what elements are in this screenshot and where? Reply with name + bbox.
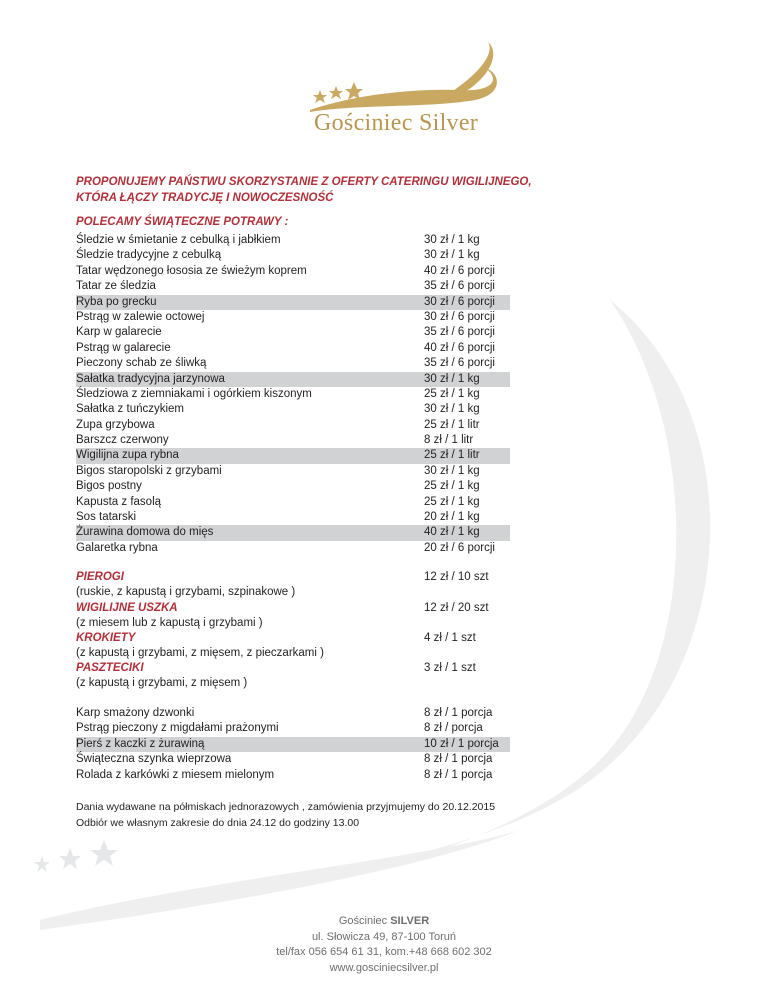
pastry-description: (ruskie, z kapustą i grzybami, szpinakowe ) <box>76 586 296 599</box>
pastry-price: 4 zł / 1 szt <box>424 632 476 644</box>
dish-name: Tatar ze śledzia <box>76 280 156 293</box>
logo-text: Gościniec Silver <box>314 110 479 136</box>
dish-name: Bigos postny <box>76 480 142 493</box>
menu-row <box>76 387 510 402</box>
pastry-price: 12 zł / 20 szt <box>424 602 489 614</box>
footer <box>0 914 768 976</box>
dish-price: 20 zł / 1 kg <box>424 511 480 524</box>
dish-name: Karp smażony dzwonki <box>76 707 195 719</box>
dish-name: Sos tatarski <box>76 511 137 524</box>
menu-row <box>76 479 510 494</box>
intro-line: KTÓRA ŁĄCZY TRADYCJĘ I NOWOCZESNOŚĆ <box>76 192 334 204</box>
dish-name: Wigilijna zupa rybna <box>76 449 179 462</box>
dish-name: Pieczony schab ze śliwką <box>76 357 207 370</box>
menu-row <box>76 356 510 371</box>
menu-row <box>76 768 510 783</box>
menu-row <box>76 510 510 525</box>
dish-price: 30 zł / 6 porcji <box>424 295 495 308</box>
pastry-price: 12 zł / 10 szt <box>424 571 489 583</box>
dish-name: Śledzie w śmietanie z cebulką i jabłkiem <box>76 234 281 246</box>
dish-name: Pstrąg w galarecie <box>76 341 171 354</box>
dish-price: 30 zł / 1 kg <box>424 403 480 416</box>
menu-row <box>76 341 510 356</box>
pastry-title: PASZTECIKI <box>76 662 144 674</box>
dish-price: 20 zł / 6 porcji <box>424 541 495 554</box>
pastry-title: PIEROGI <box>76 571 124 583</box>
footer-company-bold: SILVER <box>390 915 430 927</box>
dish-price: 8 zł / 1 porcja <box>424 768 493 781</box>
menu-row <box>76 310 510 325</box>
dish-name: Kapusta z fasolą <box>76 495 162 508</box>
pastry-price: 3 zł / 1 szt <box>424 662 476 674</box>
menu-row <box>76 433 510 448</box>
menu-row <box>76 264 510 279</box>
menu-row <box>76 706 510 721</box>
dish-price: 25 zł / 1 litr <box>424 418 480 431</box>
dish-price: 25 zł / 1 litr <box>424 449 480 462</box>
dish-name: Tatar wędzonego łososia ze świeżym koprem <box>76 264 307 277</box>
pastry-description: (z kapustą i grzybami, z mięsem ) <box>76 677 248 690</box>
menu-row <box>76 325 510 340</box>
dish-name: Galaretka rybna <box>76 541 158 554</box>
menu-row <box>76 495 510 510</box>
menu-row <box>76 541 510 556</box>
pastry-title: KROKIETY <box>76 632 136 644</box>
dish-price: 30 zł / 6 porcji <box>424 310 495 323</box>
dish-name: Barszcz czerwony <box>76 434 169 447</box>
dish-price: 35 zł / 6 porcji <box>424 326 495 339</box>
footer-company <box>0 914 768 930</box>
menu-row <box>76 448 510 463</box>
dish-name: Sałatka z tuńczykiem <box>76 403 185 416</box>
dish-price: 35 zł / 6 porcji <box>424 280 495 293</box>
dish-name: Bigos staropolski z grzybami <box>76 464 222 477</box>
stars-decoration-icon <box>30 838 130 878</box>
dish-price: 8 zł / 1 porcja <box>424 753 493 766</box>
dish-name: Żurawina domowa do mięs <box>76 526 214 539</box>
dish-price: 40 zł / 6 porcji <box>424 341 495 354</box>
dish-price: 30 zł / 1 kg <box>424 249 480 262</box>
menu-row <box>76 372 510 387</box>
dish-price: 25 zł / 1 kg <box>424 495 480 508</box>
pickup-note: Odbiór we własnym zakresie do dnia 24.12 do godziny 13.00 <box>76 817 360 829</box>
menu-row <box>76 295 510 310</box>
footer-company-prefix: Gościniec <box>338 915 391 927</box>
order-note: Dania wydawane na półmiskach jednorazowych , zamówienia przyjmujemy do 20.12.2015 <box>76 801 496 813</box>
footer-website[interactable]: www.gosciniecsilver.pl <box>329 961 439 974</box>
menu-row <box>76 737 510 752</box>
dish-price: 25 zł / 1 kg <box>424 387 480 400</box>
dish-price: 8 zł / porcja <box>424 722 483 735</box>
dish-name: Pstrąg w zalewie octowej <box>76 310 205 323</box>
menu-row <box>76 402 510 417</box>
footer-address: ul. Słowicza 49, 87-100 Toruń <box>311 930 457 943</box>
dish-price: 35 zł / 6 porcji <box>424 357 495 370</box>
menu-row <box>76 464 510 479</box>
pastry-description: (z kapustą i grzybami, z mięsem, z pieczarkami ) <box>76 647 324 660</box>
dish-price: 40 zł / 6 porcji <box>424 264 495 277</box>
dish-name: Śledzie tradycyjne z cebulką <box>76 249 222 262</box>
intro-line: PROPONUJEMY PAŃSTWU SKORZYSTANIE Z OFERTY CATERINGU WIGILIJNEGO, <box>76 176 532 188</box>
menu-row <box>76 248 510 263</box>
menu-row <box>76 418 510 433</box>
section-title: POLECAMY ŚWIĄTECZNE POTRAWY : <box>76 216 289 228</box>
dish-name: Pstrąg pieczony z migdałami prażonymi <box>76 722 279 735</box>
pastry-description: (z miesem lub z kapustą i grzybami ) <box>76 617 263 630</box>
dish-name: Zupa grzybowa <box>76 418 155 431</box>
dish-price: 30 zł / 1 kg <box>424 464 480 477</box>
menu-row <box>76 752 510 767</box>
dish-name: Karp w galarecie <box>76 326 162 339</box>
dish-price: 30 zł / 1 kg <box>424 234 480 246</box>
dish-name: Świąteczna szynka wieprzowa <box>76 753 232 766</box>
menu-row <box>76 233 510 248</box>
menu-row <box>76 279 510 294</box>
dish-name: Ryba po grecku <box>76 295 157 308</box>
hot-dish-list <box>76 706 510 783</box>
dish-name: Rolada z karkówki z miesem mielonym <box>76 768 275 781</box>
pastry-title: WIGILIJNE USZKA <box>76 602 178 614</box>
dish-price: 30 zł / 1 kg <box>424 372 480 385</box>
dish-name: Pierś z kaczki z żurawiną <box>76 737 205 750</box>
dish-price: 40 zł / 1 kg <box>424 526 480 539</box>
menu-row <box>76 525 510 540</box>
dish-name: Śledziowa z ziemniakami i ogórkiem kiszonym <box>76 387 312 400</box>
dish-name: Sałatka tradycyjna jarzynowa <box>76 372 225 385</box>
dish-price: 25 zł / 1 kg <box>424 480 480 493</box>
dish-list <box>76 233 510 556</box>
dish-price: 8 zł / 1 litr <box>424 434 474 447</box>
dish-price: 8 zł / 1 porcja <box>424 707 493 719</box>
footer-phone: tel/fax 056 654 61 31, kom.+48 668 602 302 <box>276 946 492 958</box>
dish-price: 10 zł / 1 porcja <box>424 737 499 750</box>
intro-heading <box>76 174 536 206</box>
menu-row <box>76 721 510 736</box>
